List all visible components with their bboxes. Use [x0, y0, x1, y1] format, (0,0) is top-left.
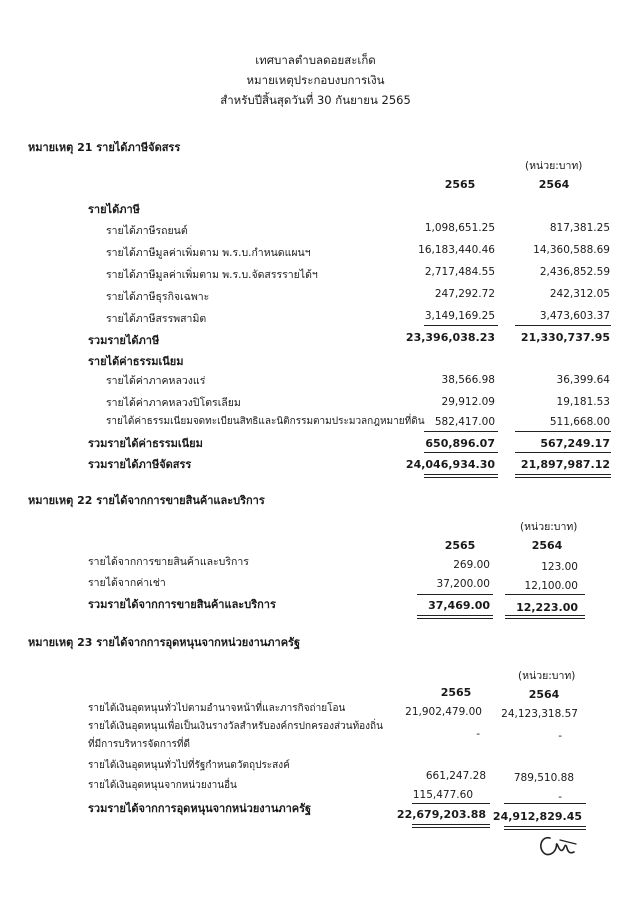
note21-fee-section: รายได้ค่าธรรมเนียม	[88, 355, 184, 368]
note23-total-label: รวมรายได้จากการอุดหนุนจากหน่วยงานภาครัฐ	[88, 802, 312, 815]
note21-double-line-a-2564	[515, 474, 611, 475]
note21-year-2565: 2565	[444, 178, 476, 191]
note21-double-line-b-2565	[424, 477, 498, 478]
note23-total-2565: 22,679,203.88	[396, 808, 486, 821]
note22-unit: (หน่วย:บาท)	[520, 521, 578, 533]
note21-tax-item-2564: 14,360,588.69	[533, 244, 610, 256]
note22-title: หมายเหตุ 22 รายได้จากการขายสินค้าและบริการ	[28, 494, 265, 507]
note22-item-2565: 37,200.00	[436, 578, 490, 590]
note21-fee-item-label: รายได้ค่าภาคหลวงปิโตรเลียม	[106, 397, 241, 409]
note21-tax-item-2565: 1,098,651.25	[424, 222, 495, 234]
note23-item-2565: 21,902,479.00	[405, 706, 482, 718]
org-name: เทศบาลตำบลดอยสะเก็ด	[255, 53, 376, 67]
note21-unit: (หน่วย:บาท)	[525, 160, 583, 172]
note23-item-label: รายได้เงินอุดหนุนเพื่อเป็นเงินรางวัลสำหรับองค์กรปกครองส่วนท้องถิ่น	[88, 721, 383, 732]
note23-double-line-a-2565	[412, 824, 490, 825]
note23-year-2565: 2565	[440, 686, 472, 699]
note21-fee-item-2564: 19,181.53	[556, 396, 610, 408]
note21-tax-section: รายได้ภาษี	[88, 203, 140, 216]
note21-fee-subtotal-line-2565	[424, 431, 498, 432]
note21-tax-item-label: รายได้ภาษีมูลค่าเพิ่มตาม พ.ร.บ.กำหนดแผนฯ	[106, 247, 311, 259]
note21-tax-total-label: รวมรายได้ภาษี	[88, 334, 160, 347]
document-title: หมายเหตุประกอบงบการเงิน	[246, 73, 385, 87]
note21-fee-item-2564: 511,668.00	[549, 416, 610, 428]
note21-tax-item-label: รายได้ภาษีธุรกิจเฉพาะ	[106, 291, 210, 303]
note21-fee-total-2564: 567,249.17	[540, 437, 610, 450]
note21-fee-item-2565: 38,566.98	[441, 374, 495, 386]
note21-fee-subtotal-line-2564	[515, 431, 611, 432]
note21-tax-item-2565: 3,149,169.25	[424, 310, 495, 322]
note21-tax-item-2564: 3,473,603.37	[539, 310, 610, 322]
note22-total-2564: 12,223.00	[516, 601, 578, 614]
note23-item-2564: 789,510.88	[513, 772, 574, 784]
note22-subtotal-line-2565	[417, 594, 493, 595]
note21-grand-total-2564: 21,897,987.12	[520, 458, 610, 471]
note21-grand-line-2565	[424, 452, 498, 453]
note23-item-label-cont: ที่มีการบริหารจัดการที่ดี	[88, 739, 191, 750]
note21-fee-item-label: รายได้ค่าธรรมเนียมจดทะเบียนสิทธิและนิติกรรมตามประมวลกฎหมายที่ดิน	[106, 416, 425, 427]
note23-year-2564: 2564	[528, 688, 560, 701]
note23-double-line-b-2564	[504, 829, 586, 830]
note21-tax-item-2564: 2,436,852.59	[539, 266, 610, 278]
note23-double-line-b-2565	[412, 827, 490, 828]
note21-fee-item-2564: 36,399.64	[556, 374, 610, 386]
note21-tax-item-2565: 2,717,484.55	[424, 266, 495, 278]
note22-item-label: รายได้จากค่าเช่า	[88, 577, 166, 589]
note21-tax-item-2564: 242,312.05	[549, 288, 610, 300]
note21-tax-item-2564: 817,381.25	[549, 222, 610, 234]
note22-total-label: รวมรายได้จากการขายสินค้าและบริการ	[88, 598, 276, 611]
note21-title: หมายเหตุ 21 รายได้ภาษีจัดสรร	[28, 141, 181, 154]
note22-double-line-b-2564	[505, 618, 585, 619]
note22-item-label: รายได้จากการขายสินค้าและบริการ	[88, 556, 249, 568]
note22-subtotal-line-2564	[505, 594, 585, 595]
note21-tax-subtotal-line-2564	[515, 325, 611, 326]
note21-grand-total-2565: 24,046,934.30	[405, 458, 495, 471]
note21-double-line-a-2565	[424, 474, 498, 475]
note23-title: หมายเหตุ 23 รายได้จากการอุดหนุนจากหน่วยงานภาครัฐ	[28, 636, 301, 649]
note21-fee-item-2565: 29,912.09	[441, 396, 495, 408]
note22-item-2564: 12,100.00	[524, 580, 578, 592]
note22-item-2564: 123.00	[541, 561, 578, 573]
note21-fee-item-2565: 582,417.00	[434, 416, 495, 428]
note21-tax-item-label: รายได้ภาษีสรรพสามิต	[106, 313, 207, 325]
note22-year-2564: 2564	[531, 539, 563, 552]
note23-item-2565: -	[476, 728, 480, 740]
note23-item-2565: 115,477.60	[412, 789, 473, 801]
note23-subtotal-line-2564	[504, 803, 586, 804]
note22-double-line-a-2565	[417, 615, 493, 616]
note21-fee-total-2565: 650,896.07	[425, 437, 495, 450]
note23-item-2564: 24,123,318.57	[501, 708, 578, 720]
note23-item-2564: -	[558, 730, 562, 742]
note23-subtotal-line-2565	[412, 803, 490, 804]
signature-mark	[536, 832, 580, 860]
note21-tax-item-2565: 247,292.72	[434, 288, 495, 300]
note22-double-line-b-2565	[417, 618, 493, 619]
note23-item-2564: -	[558, 791, 562, 803]
note21-double-line-b-2564	[515, 477, 611, 478]
note23-item-label: รายได้เงินอุดหนุนทั่วไปตามอำนาจหน้าที่และภารกิจถ่ายโอน	[88, 703, 346, 714]
note22-year-2565: 2565	[444, 539, 476, 552]
note21-grand-line-2564	[515, 452, 611, 453]
note21-grand-total-label: รวมรายได้ภาษีจัดสรร	[88, 458, 192, 471]
note22-total-2565: 37,469.00	[428, 599, 490, 612]
note23-double-line-a-2564	[504, 826, 586, 827]
note21-tax-item-label: รายได้ภาษีรถยนต์	[106, 225, 188, 237]
note22-double-line-a-2564	[505, 615, 585, 616]
note21-tax-total-2564: 21,330,737.95	[520, 331, 610, 344]
note21-fee-total-label: รวมรายได้ค่าธรรมเนียม	[88, 437, 203, 450]
note23-unit: (หน่วย:บาท)	[518, 670, 576, 682]
note21-tax-total-2565: 23,396,038.23	[405, 331, 495, 344]
note23-total-2564: 24,912,829.45	[492, 810, 582, 823]
note21-tax-subtotal-line-2565	[424, 325, 498, 326]
note23-item-label: รายได้เงินอุดหนุนทั่วไปที่รัฐกำหนดวัตถุประสงค์	[88, 760, 290, 771]
period-text: สำหรับปีสิ้นสุดวันที่ 30 กันยายน 2565	[220, 93, 411, 107]
note21-tax-item-label: รายได้ภาษีมูลค่าเพิ่มตาม พ.ร.บ.จัดสรรรายได้ฯ	[106, 269, 318, 281]
note22-item-2565: 269.00	[453, 559, 490, 571]
note23-item-2565: 661,247.28	[425, 770, 486, 782]
note21-fee-item-label: รายได้ค่าภาคหลวงแร่	[106, 375, 206, 387]
note21-year-2564: 2564	[538, 178, 570, 191]
note21-tax-item-2565: 16,183,440.46	[418, 244, 495, 256]
note23-item-label: รายได้เงินอุดหนุนจากหน่วยงานอื่น	[88, 780, 237, 791]
